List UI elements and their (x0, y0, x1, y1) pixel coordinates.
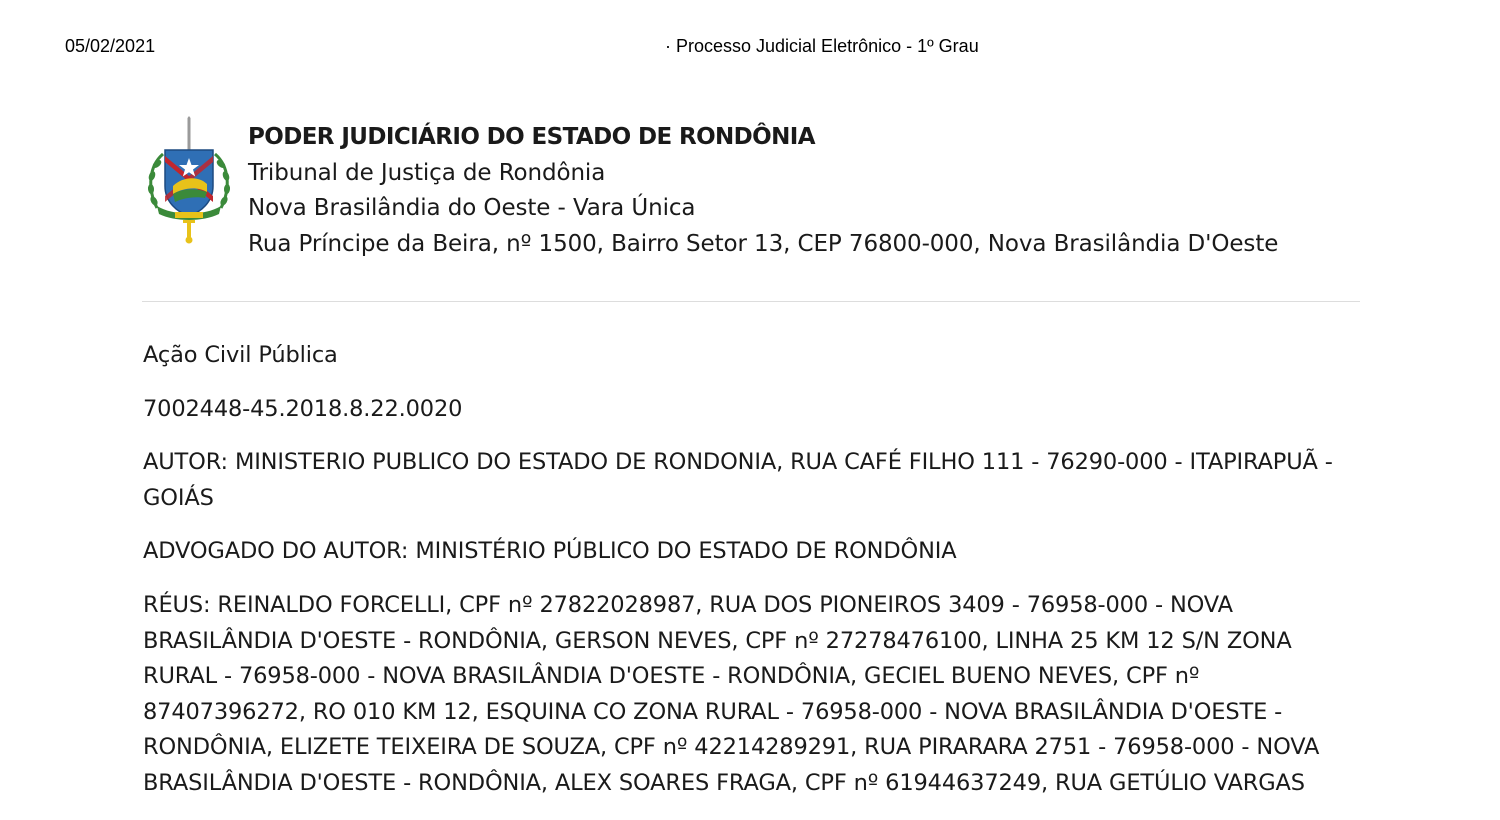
print-date: 05/02/2021 (65, 36, 156, 56)
author-paragraph: AUTOR: MINISTERIO PUBLICO DO ESTADO DE RONDONIA, RUA CAFÉ FILHO 111 - 76290-000 - ITAPIRAPUÃ - GOIÁS (143, 449, 1333, 511)
court-unit: Nova Brasilândia do Oeste - Vara Única (248, 195, 696, 221)
action-type: Ação Civil Pública (143, 342, 338, 368)
court-name: Tribunal de Justiça de Rondônia (248, 159, 606, 186)
defendants-paragraph: RÉUS: REINALDO FORCELLI, CPF nº 27822028987, RUA DOS PIONEIROS 3409 - 76958-000 - NOVA BRASILÂNDIA D'OESTE - RONDÔNIA, GERSON NEVES, CPF nº 27278476100, LINHA 25 KM 12 S/N ZONA RURAL - 76958-000 - NOVA BRASILÂNDIA D'OESTE - RONDÔNIA, GECIEL BUENO NEVES, CPF nº 87407396272, RO 010 KM 12, ESQUINA CO ZONA RURAL - 76958-000 - NOVA BRASILÂNDIA D'OESTE - RONDÔNIA, ELIZETE TEIXEIRA DE SOUZA, CPF nº 42214289291, RUA PIRARARA 2751 - 76958-000 - NOVA BRASILÂNDIA D'OESTE - RONDÔNIA, ALEX SOARES FRAGA, CPF nº 61944637249, RUA GETÚLIO VARGAS (143, 591, 1320, 796)
court-identification (248, 120, 1358, 262)
rondonia-coat-of-arms-icon (143, 116, 235, 248)
header-divider (142, 301, 1360, 302)
print-header (0, 36, 1500, 58)
print-title: · Processo Judicial Eletrônico - 1º Grau (665, 36, 979, 56)
court-address: Rua Príncipe da Beira, nº 1500, Bairro Setor 13, CEP 76800-000, Nova Brasilândia D'Oeste (248, 230, 1279, 257)
process-number: 7002448-45.2018.8.22.0020 (143, 395, 463, 422)
judiciary-name: PODER JUDICIÁRIO DO ESTADO DE RONDÔNIA (248, 124, 815, 150)
letterhead (143, 116, 1360, 256)
author-lawyer-paragraph: ADVOGADO DO AUTOR: MINISTÉRIO PÚBLICO DO ESTADO DE RONDÔNIA (143, 538, 957, 565)
document-body (143, 338, 1358, 820)
